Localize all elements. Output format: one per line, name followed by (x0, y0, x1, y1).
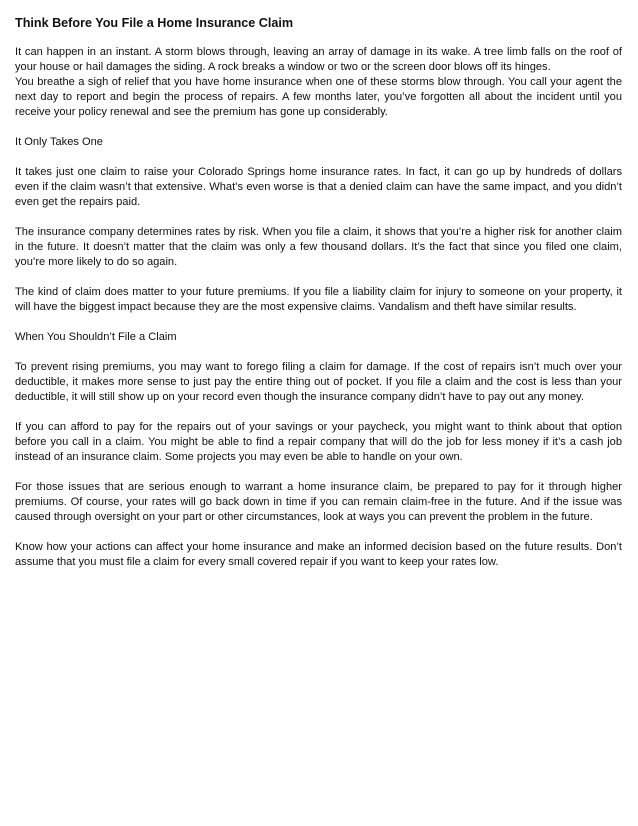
intro-paragraph-1: It can happen in an instant. A storm blows through, leaving an array of damage in its wake. A tree limb falls on the roof of your house or hail damages the siding. A rock breaks a window or two or the screen door blows off its hinges. (15, 46, 622, 73)
section-heading-it-only-takes-one: It Only Takes One (15, 136, 103, 148)
section1-paragraph-2: The insurance company determines rates by risk. When you file a claim, it shows that you’re a higher risk for another claim in the future. It doesn’t matter that the claim was only a few thousand dollars. It’s the fact that since you filed one claim, you’re more likely to do so again. (15, 226, 622, 268)
section2-paragraph-1: To prevent rising premiums, you may want to forego filing a claim for damage. If the cost of repairs isn’t much over your deductible, it makes more sense to just pay the entire thing out of pocket. If you file a claim and the cost is less than your deductible, it will still show up on your record even though the insurance company didn’t have to pay out any money. (15, 361, 622, 403)
section1-paragraph-1: It takes just one claim to raise your Colorado Springs home insurance rates. In fact, it can go up by hundreds of dollars even if the claim wasn’t that extensive. What’s even worse is that a denied claim can have the same impact, and you didn’t even get the repairs paid. (15, 166, 622, 208)
section2-paragraph-4: Know how your actions can affect your home insurance and make an informed decision based on the future results. Don’t assume that you must file a claim for every small covered repair if you want to keep your rates low. (15, 541, 622, 568)
section1-paragraph-3: The kind of claim does matter to your future premiums. If you file a liability claim for injury to someone on your property, it will have the biggest impact because they are the most expensive claims. Vandalism and theft have similar results. (15, 286, 622, 313)
section-heading-when-you-shouldnt-file: When You Shouldn’t File a Claim (15, 331, 177, 343)
document-title: Think Before You File a Home Insurance Claim (15, 16, 294, 30)
intro-paragraph-2: You breathe a sigh of relief that you have home insurance when one of these storms blow through. You call your agent the next day to report and begin the process of repairs. A few months later, you’ve forgotten all about the incident until you receive your policy renewal and see the premium has gone up considerably. (15, 76, 622, 118)
section2-paragraph-3: For those issues that are serious enough to warrant a home insurance claim, be prepared to pay for it through higher premiums. Of course, your rates will go back down in time if you can remain claim-free in the future. And if the issue was caused through oversight on your part or other circumstances, look at ways you can prevent the problem in the future. (15, 481, 622, 523)
section2-paragraph-2: If you can afford to pay for the repairs out of your savings or your paycheck, you might want to think about that option before you call in a claim. You might be able to find a repair company that will do the job for less money if it’s a cash job instead of an insurance claim. Some projects you may even be able to handle on your own. (15, 421, 622, 463)
